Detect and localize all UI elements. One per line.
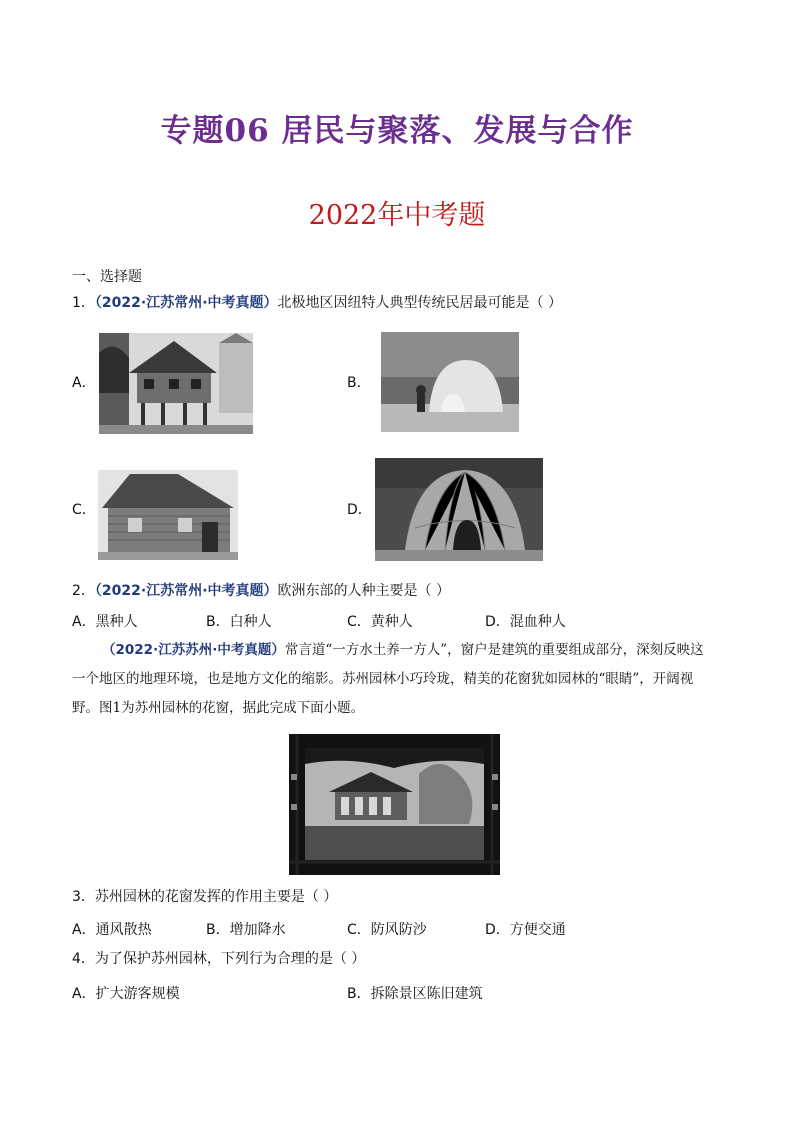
question-1: [72, 294, 562, 312]
passage-line-1: （2022·江苏苏州·中考真题）常言道“一方水土养一方人”，窗户是建筑的重要组成部分，深刻反映这: [102, 642, 704, 658]
q2-option-d[interactable]: D．混血种人: [485, 614, 566, 630]
q3-option-c[interactable]: C．防风防沙: [347, 922, 427, 938]
page-subtitle: 2022年中考题: [308, 200, 486, 231]
question-1-source: （2022·江苏常州·中考真题）: [94, 295, 278, 311]
question-3: 3．苏州园林的花窗发挥的作用主要是（ ）: [72, 889, 338, 905]
q1-option-c-label[interactable]: C．: [72, 502, 96, 518]
question-2-number: 2．: [72, 583, 95, 599]
question-1-number: 1．: [72, 295, 95, 311]
q3-option-b[interactable]: B．增加降水: [206, 922, 286, 938]
suzhou-garden-window-image: [289, 734, 500, 875]
q4-option-b[interactable]: B．拆除景区陈旧建筑: [347, 986, 483, 1002]
page-title: 专题06 居民与聚落、发展与合作: [160, 113, 634, 149]
question-1-text: 北极地区因纽特人典型传统民居最可能是（ ）: [277, 295, 562, 311]
q4-option-a[interactable]: A．扩大游客规模: [72, 986, 180, 1002]
question-4: 4．为了保护苏州园林，下列行为合理的是（ ）: [72, 951, 366, 967]
passage-line-2: 一个地区的地理环境，也是地方文化的缩影。苏州园林小巧玲珑，精美的花窗犹如园林的“眼睛”，开阔视: [72, 671, 694, 687]
q3-option-a[interactable]: A．通风散热: [72, 922, 152, 938]
igloo-image: [381, 332, 519, 432]
question-2-text: 欧洲东部的人种主要是（ ）: [277, 583, 450, 599]
stilt-house-image: [99, 333, 253, 434]
q2-option-b[interactable]: B．白种人: [206, 614, 272, 630]
question-2-source: （2022·江苏常州·中考真题）: [94, 583, 278, 599]
log-cabin-image: [98, 470, 238, 560]
passage-line-3: 野。图1为苏州园林的花窗，据此完成下面小题。: [72, 700, 365, 716]
section-heading: 一、选择题: [72, 269, 142, 285]
q1-option-d-label[interactable]: D．: [347, 502, 372, 518]
q2-option-a[interactable]: A．黑种人: [72, 614, 138, 630]
q3-option-d[interactable]: D．方便交通: [485, 922, 566, 938]
q1-option-a-label[interactable]: A．: [72, 375, 96, 391]
passage: [72, 636, 722, 723]
q1-option-b-label[interactable]: B．: [347, 375, 371, 391]
q2-option-c[interactable]: C．黄种人: [347, 614, 413, 630]
passage-source: （2022·江苏苏州·中考真题）: [102, 642, 285, 658]
grass-hut-image: [375, 458, 543, 561]
question-2: [72, 582, 450, 600]
